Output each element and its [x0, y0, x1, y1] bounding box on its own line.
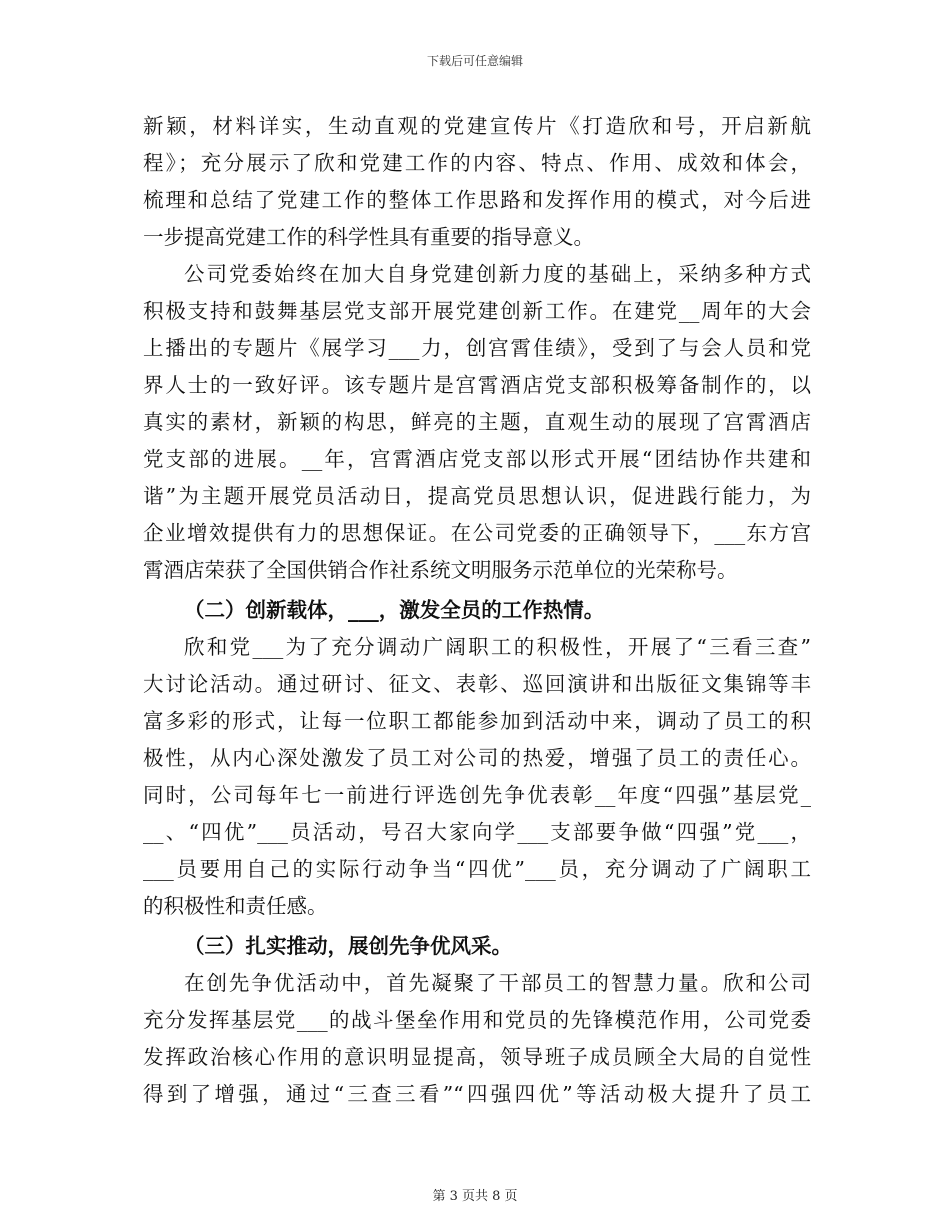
document-body: [143, 108, 811, 1113]
paragraph: [143, 965, 811, 1113]
text-line: 一步提高党建工作的科学性具有重要的指导意义。: [143, 225, 594, 249]
text-line: 梳理和总结了党建工作的整体工作思路和发挥作用的模式，对今后进: [143, 188, 811, 212]
page-footer: 第 3 页共 8 页: [432, 1189, 518, 1204]
section-heading: （二）创新载体，___，激发全员的工作热情。: [184, 598, 605, 622]
text-line: 充分发挥基层党___的战斗堡垒作用和党员的先锋模范作用，公司党委: [143, 1008, 811, 1032]
text-line: 上播出的专题片《展学习___力，创宫霄佳绩》，受到了与会人员和党: [143, 336, 811, 360]
text-line: 企业增效提供有力的思想保证。在公司党委的正确领导下，___东方宫: [143, 521, 811, 545]
text-line: 发挥政治核心作用的意识明显提高，领导班子成员顾全大局的自觉性: [143, 1045, 811, 1069]
text-line: 公司党委始终在加大自身党建创新力度的基础上，采纳多种方式: [184, 262, 811, 286]
paragraph: [143, 108, 811, 256]
text-line: 大讨论活动。通过研讨、征文、表彰、巡回演讲和出版征文集锦等丰: [143, 672, 811, 696]
text-line: ___员要用自己的实际行动争当“四优”___员，充分调动了广阔职工: [143, 857, 811, 881]
text-line: 积极支持和鼓舞基层党支部开展党建创新工作。在建党__周年的大会: [143, 299, 811, 323]
text-line: 极性，从内心深处激发了员工对公司的热爱，增强了员工的责任心。: [143, 746, 811, 770]
text-line: 党支部的进展。__年，宫霄酒店党支部以形式开展“团结协作共建和: [143, 447, 811, 471]
text-line: 得到了增强，通过“三查三看”“四强四优”等活动极大提升了员工: [143, 1082, 811, 1106]
text-line: 富多彩的形式，让每一位职工都能参加到活动中来，调动了员工的积: [143, 709, 811, 733]
text-line: 在创先争优活动中，首先凝聚了干部员工的智慧力量。欣和公司: [184, 971, 811, 995]
page-header: 下载后可任意编辑: [426, 54, 523, 68]
text-line: __、“四优”___员活动，号召大家向学___支部要争做“四强”党___，: [143, 820, 811, 844]
section-heading: （三）扎实推动，展创先争优风采。: [184, 934, 512, 958]
text-line: 界人士的一致好评。该专题片是宫霄酒店党支部积极筹备制作的，以: [143, 373, 811, 397]
paragraph: [143, 256, 811, 589]
text-line: 欣和党___为了充分调动广阔职工的积极性，开展了“三看三查”: [184, 635, 811, 659]
text-line: 真实的素材，新颖的构思，鲜亮的主题，直观生动的展现了宫霄酒店: [143, 410, 811, 434]
text-line: 程》；充分展示了欣和党建工作的内容、特点、作用、成效和体会，: [143, 151, 811, 175]
paragraph: [143, 629, 811, 925]
text-line: 谐”为主题开展党员活动日，提高党员思想认识，促进践行能力，为: [143, 484, 811, 508]
text-line: 新颖，材料详实，生动直观的党建宣传片《打造欣和号，开启新航: [143, 114, 811, 138]
text-line: 同时，公司每年七一前进行评选创先争优表彰__年度“四强”基层党_: [143, 783, 811, 807]
text-line: 霄酒店荣获了全国供销合作社系统文明服务示范单位的光荣称号。: [143, 558, 738, 582]
text-line: 的积极性和责任感。: [143, 894, 328, 918]
